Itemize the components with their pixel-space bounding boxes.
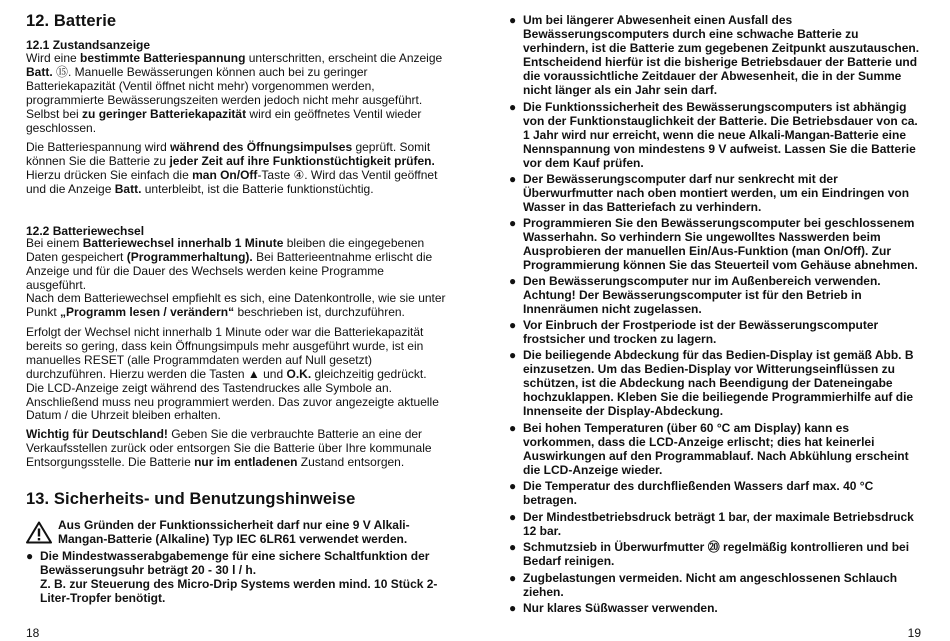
body-text: unterschritten, erscheint die Anzeige bbox=[245, 51, 443, 65]
list-item bbox=[26, 550, 446, 606]
bullet-text: Schmutzsieb in Überwurfmutter ⑳ regelmäßig kontrollieren und bei Bedarf reinigen. bbox=[523, 540, 910, 568]
bullet-text: Nur klares Süßwasser verwenden. bbox=[523, 601, 718, 615]
body-text: Wird eine bbox=[26, 51, 81, 65]
bullet-text: Zugbelastungen vermeiden. Nicht am angeschlossenen Schlauch ziehen. bbox=[523, 571, 898, 599]
bullet-icon: ● bbox=[26, 549, 34, 563]
bullet-icon: ● bbox=[509, 100, 517, 114]
body-text: -Taste ④. Wird das Ventil geöffnet und die Anzeige bbox=[26, 167, 438, 196]
body-text: wird ein geöffnetes Ventil wieder geschlossen. bbox=[26, 106, 422, 135]
bullet-text: Den Bewässerungscomputer nur im Außenbereich verwenden. Achtung! Der Bewässerungscomputer ist für den Betrieb in Innenräumen nicht zugelassen. bbox=[523, 274, 881, 316]
bullet-text: Um bei längerer Abwesenheit einen Ausfall des Bewässerungscomputers durch eine schwache Batterie zu verhindern, ist die Batterie zum gegebenen Zeitpunkt auszutauschen. Entscheidend hierfür ist die bisherige Betriebsdauer der Batterie und die voraussichtliche Zeitdauer der Abwesenheit, die in der Summe nicht länger als ein Jahr sein darf. bbox=[523, 13, 920, 97]
bullet-icon: ● bbox=[509, 601, 517, 615]
emphasis-text: Batt. bbox=[26, 64, 53, 79]
body-text: Bei einem bbox=[26, 236, 83, 250]
bullet-icon: ● bbox=[509, 348, 517, 362]
bullet-text: Vor Einbruch der Frostperiode ist der Bewässerungscomputer frostsicher und trocken zu lagern. bbox=[523, 318, 879, 346]
bullet-icon: ● bbox=[509, 13, 517, 27]
bullet-icon: ● bbox=[509, 274, 517, 288]
bullet-text: Der Mindestbetriebsdruck beträgt 1 bar, der maximale Betriebsdruck 12 bar. bbox=[523, 510, 914, 538]
body-text: Zustand entsorgen. bbox=[297, 454, 405, 469]
emphasis-text: O.K. bbox=[286, 366, 312, 381]
zustandsanzeige-paragraph bbox=[26, 52, 446, 135]
body-text: geprüft. Somit können Sie die Batterie zu bbox=[26, 140, 431, 168]
subsection-12-2-heading: 12.2 Batteriewechsel bbox=[26, 224, 145, 238]
emphasis-text: Wichtig für Deutschland! bbox=[26, 427, 168, 441]
list-item bbox=[509, 349, 921, 419]
right-page bbox=[509, 0, 921, 641]
page-number-left: 18 bbox=[26, 626, 40, 640]
body-text: Die Batteriespannung wird bbox=[26, 140, 171, 154]
bullet-text: Bei hohen Temperaturen (über 60 °C am Display) kann es vorkommen, dass die LCD-Anzeige erlischt; dies hat keinerlei Auswirkungen auf den Programmablauf. Nach Abkühlung erscheint die LCD-Anzeige wieder. bbox=[523, 421, 909, 477]
body-text: bleiben die eingegebenen Daten gespeichert bbox=[26, 236, 425, 264]
emphasis-text: Batteriewechsel innerhalb 1 Minute bbox=[82, 236, 284, 250]
body-text: Nach dem Batteriewechsel empfiehlt es sich, eine Datenkontrolle, wie sie unter Punkt bbox=[26, 291, 446, 319]
reset-paragraph bbox=[26, 326, 446, 423]
batteriespannung-paragraph bbox=[26, 141, 446, 197]
section-12-title: 12. Batterie bbox=[26, 12, 117, 30]
body-text: Geben Sie die verbrauchte Batterie an eine der Verkaufsstellen zurück oder entsorgen Sie die Batterie über Ihre kommunale Entsorgungsstelle. Die Batterie bbox=[26, 427, 432, 469]
emphasis-text: „Programm lesen / verändern“ bbox=[60, 304, 235, 319]
body-text: ⑮. Manuelle Bewässerungen können auch bei zu geringer Batteriekapazität (Ventil öffnet nicht mehr) vorgenommen werden, programmierte Bewässerungszeiten werden jedoch nicht mehr ausgeführt. Selbst bei bbox=[26, 64, 423, 121]
list-item bbox=[509, 217, 921, 273]
bullet-icon: ● bbox=[509, 540, 517, 554]
list-item bbox=[509, 275, 921, 317]
emphasis-text: während des Öffnungsimpulses bbox=[170, 140, 353, 154]
bullet-text: Die Temperatur des durchfließenden Wassers darf max. 40 °C betragen. bbox=[523, 479, 874, 507]
warning-text: Aus Gründen der Funktionssicherheit darf nur eine 9 V Alkali-Mangan-Batterie (Alkaline) Typ IEC 6LR61 verwendet werden. bbox=[58, 518, 410, 546]
emphasis-text: (Programmerhaltung). bbox=[126, 249, 253, 264]
entsorgung-paragraph bbox=[26, 428, 446, 470]
body-text: unterbleibt, ist die Batterie funktionstüchtig. bbox=[141, 181, 374, 196]
bullet-text: Programmieren Sie den Bewässerungscomputer bei geschlossenem Wasserhahn. So verhindern Sie ungewolltes Nasswerden beim Ausprobieren der manuellen Ein/Aus-Funktion (man On/Off). Zur Programmierung können Sie das Steuerteil vom Gehäuse abnehmen. bbox=[523, 216, 918, 272]
bullet-icon: ● bbox=[509, 510, 517, 524]
list-item bbox=[509, 572, 921, 600]
bullet-icon: ● bbox=[509, 571, 517, 585]
bullet-icon: ● bbox=[509, 479, 517, 493]
emphasis-text: nur im entladenen bbox=[194, 454, 298, 469]
list-item bbox=[509, 101, 921, 171]
list-item bbox=[509, 541, 921, 569]
bullet-text: Der Bewässerungscomputer darf nur senkrecht mit der Überwurfmutter nach oben montiert werden, um ein Eindringen von Wasser in das Batteriefach zu verhindern. bbox=[523, 172, 910, 214]
section-13-title: 13. Sicherheits- und Benutzungshinweise bbox=[26, 490, 356, 508]
emphasis-text: man On/Off bbox=[192, 167, 258, 182]
emphasis-text: jeder Zeit auf ihre Funktionstüchtigkeit prüfen. bbox=[169, 153, 435, 168]
batteriewechsel-paragraph bbox=[26, 237, 446, 293]
list-item bbox=[509, 511, 921, 539]
body-text: gleichzeitig gedrückt. Die LCD-Anzeige zeigt während des Tastendruckes alle Symbole an. Anschließend muss neu programmiert werden. Das zuvor angezeigte aktuelle Datum / die Uhrzeit bleiben erhalten. bbox=[26, 366, 439, 423]
body-text: Hierzu drücken Sie einfach die bbox=[26, 167, 193, 182]
battery-warning bbox=[26, 519, 446, 547]
body-text: Erfolgt der Wechsel nicht innerhalb 1 Minute oder war die Batteriekapazität bereits so gering, dass kein Öffnungsimpuls mehr ausgeführt wurde, ist ein manuelles RESET (alle Programmdaten werden auf Null gesetzt) durchzuführen. Hierzu werden die Tasten bbox=[26, 325, 424, 381]
bullet-icon: ● bbox=[509, 421, 517, 435]
list-item bbox=[509, 14, 921, 97]
list-item bbox=[509, 319, 921, 347]
list-item bbox=[509, 422, 921, 478]
bullet-icon: ● bbox=[509, 172, 517, 186]
bullet-icon: ● bbox=[509, 216, 517, 230]
bullet-text: Die Funktionssicherheit des Bewässerungscomputers ist abhängig von der Funktionstauglichkeit der Batterie. Die Betriebsdauer von ca. 1 Jahr wird nur erreicht, wenn die neue Alkali-Mangan-Batterie eine Nennspannung von mindestens 9 V aufweist. Lassen Sie die Batterie vor dem Kauf prüfen. bbox=[523, 100, 918, 170]
bullet-text: Die beiliegende Abdeckung für das Bedien-Display ist gemäß Abb. B einzusetzen. Um das Bedien-Display vor Witterungseinflüssen zu schützen, ist die Abdeckung nach Beendigung der Dateneingabe hochzuklappen. Kleben Sie die beiliegende Programmierhilfe auf die Innenseite der Display-Abdeckung. bbox=[523, 348, 914, 418]
bullet-icon: ● bbox=[509, 318, 517, 332]
page-number-right: 19 bbox=[907, 626, 921, 640]
list-item bbox=[509, 173, 921, 215]
list-item bbox=[509, 602, 921, 616]
list-item bbox=[509, 480, 921, 508]
body-text: beschrieben ist, durchzuführen. bbox=[234, 304, 405, 319]
datenkontrolle-paragraph bbox=[26, 292, 446, 320]
emphasis-text: ▲ bbox=[247, 366, 260, 381]
warning-triangle-icon bbox=[26, 521, 52, 544]
emphasis-text: bestimmte Batteriespannung bbox=[80, 51, 246, 65]
emphasis-text: zu geringer Batteriekapazität bbox=[82, 106, 247, 121]
left-page bbox=[26, 0, 446, 641]
mindestwasserabgabe-text: Die Mindestwasserabgabemenge für eine sichere Schaltfunktion der Bewässerungsuhr beträgt 20 - 30 l / h. Z. B. zur Steuerung des Micro-Drip Systems werden mind. 10 Stück 2-Liter-Tropfer benötigt. bbox=[40, 549, 438, 605]
emphasis-text: Batt. bbox=[114, 181, 142, 196]
body-text: Bei Batterieentnahme erlischt die Anzeige und für die Dauer des Wechsels werden keine Programme ausgeführt. bbox=[26, 249, 433, 292]
body-text: und bbox=[259, 366, 287, 381]
subsection-12-1-heading: 12.1 Zustandsanzeige bbox=[26, 38, 151, 52]
